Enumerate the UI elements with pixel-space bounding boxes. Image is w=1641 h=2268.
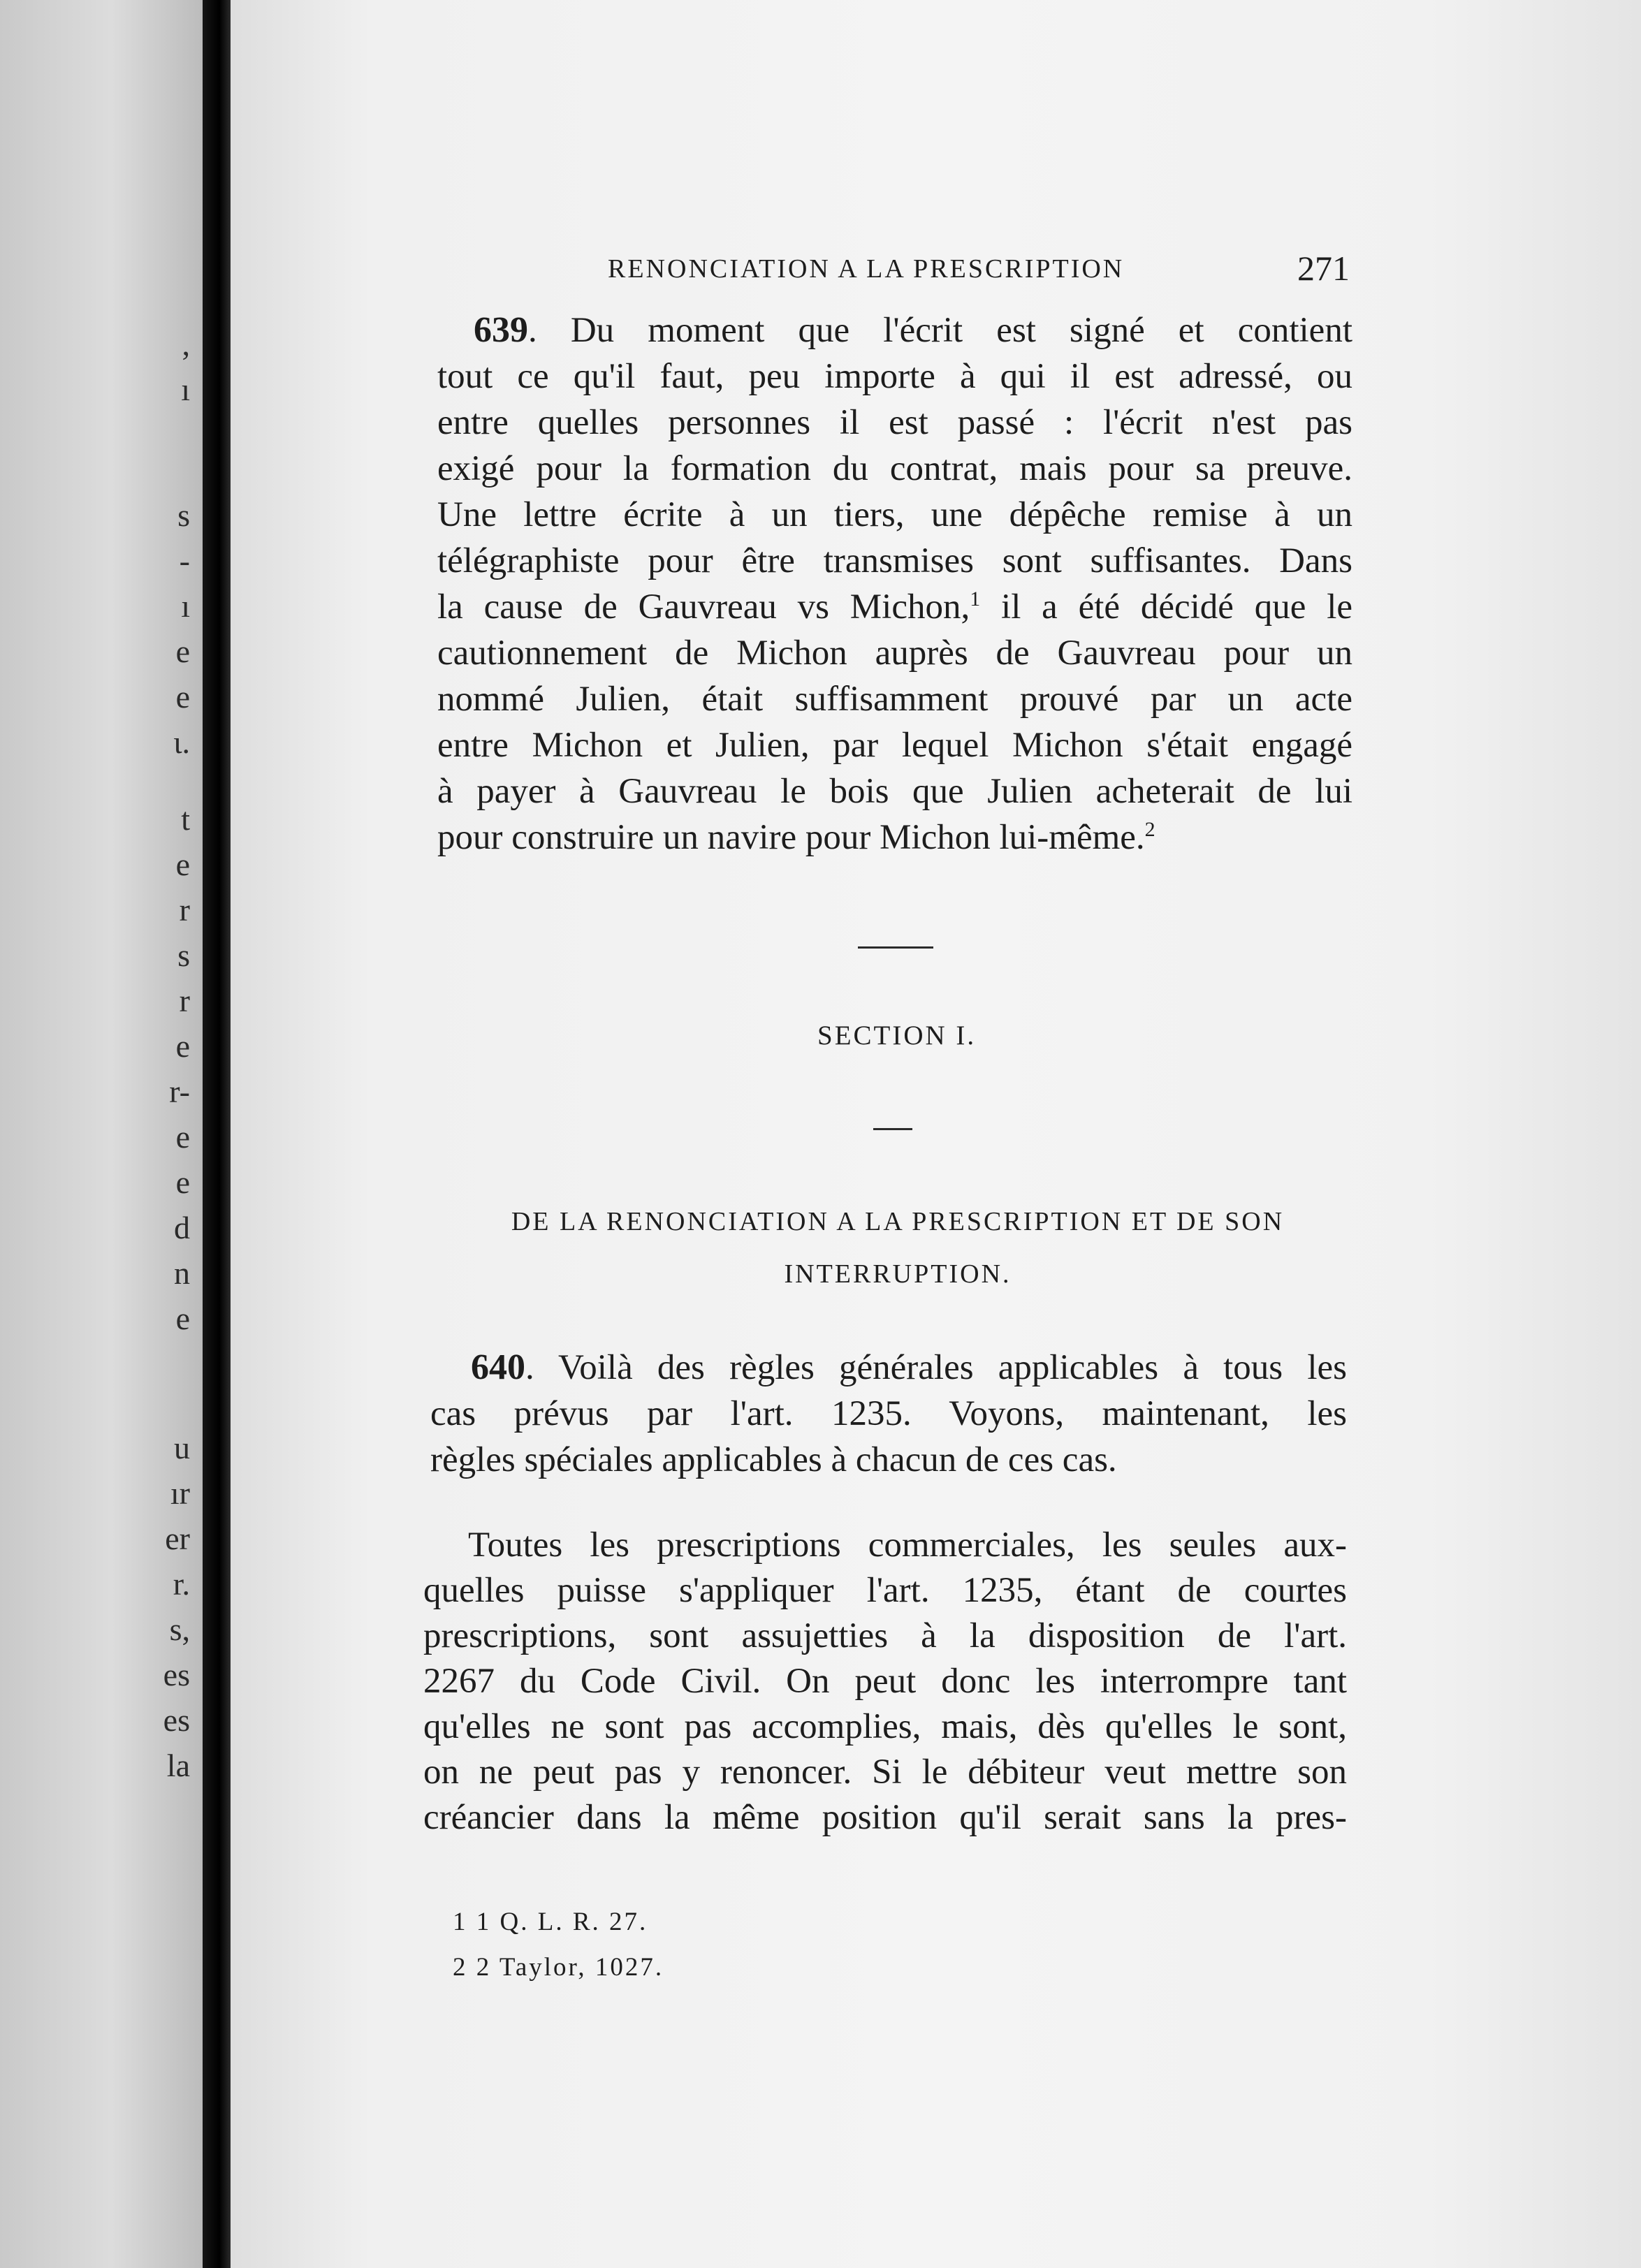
text-run: il a été décidé que le bbox=[980, 587, 1353, 627]
prev-page-fragment: es bbox=[163, 1702, 190, 1738]
footnote-ref: 2 bbox=[1144, 818, 1155, 841]
text-line: on ne peut pas y renoncer. Si le débiteur veut mettre son bbox=[423, 1753, 1347, 1792]
text-run: . Voilà des règles générales applicables à tous les bbox=[525, 1348, 1347, 1387]
prev-page-fragment: s, bbox=[169, 1611, 190, 1647]
footnote-ref: 1 bbox=[970, 587, 981, 610]
book-binding bbox=[203, 0, 231, 2268]
text-line: créancier dans la même position qu'il serait sans la pres- bbox=[423, 1798, 1347, 1837]
prev-page-fragment: e bbox=[175, 679, 190, 715]
prev-page-fragment: e bbox=[175, 1164, 190, 1200]
text-line: entre quelles personnes il est passé : l'écrit n'est pas bbox=[437, 403, 1352, 442]
text-line: qu'elles ne sont pas accomplies, mais, dès qu'elles le sont, bbox=[423, 1707, 1347, 1746]
prev-page-fragment: , bbox=[182, 326, 190, 362]
text-line: exigé pour la formation du contrat, mais pour sa preuve. bbox=[437, 449, 1352, 488]
prev-page-fragment: r bbox=[179, 892, 190, 928]
text-run: la cause de Gauvreau vs Michon, bbox=[437, 587, 970, 627]
text-run: pour construire un navire pour Michon lui-même. bbox=[437, 818, 1145, 857]
paragraph-number: 640 bbox=[471, 1347, 525, 1387]
text-line: prescriptions, sont assujetties à la disposition de l'art. bbox=[423, 1616, 1347, 1655]
text-line: Toutes les prescriptions commerciales, les seules aux- bbox=[468, 1526, 1347, 1565]
prev-page-fragment: ı bbox=[181, 372, 190, 407]
text-line bbox=[437, 584, 1352, 630]
text-line bbox=[437, 814, 1352, 861]
prev-page-fragment: - bbox=[179, 543, 190, 578]
prev-page-fragment: es bbox=[163, 1657, 190, 1692]
text-run: . Du moment que l'écrit est signé et contient bbox=[528, 311, 1352, 350]
prev-page-fragment: t bbox=[181, 801, 190, 837]
paragraph-number: 639 bbox=[474, 310, 528, 350]
text-line: quelles puisse s'appliquer l'art. 1235, étant de courtes bbox=[423, 1571, 1347, 1610]
prev-page-fragment: r. bbox=[173, 1566, 190, 1602]
prev-page-fragment: u bbox=[174, 1430, 190, 1465]
paragraph-toutes bbox=[423, 1523, 1347, 1841]
separator-rule bbox=[858, 946, 933, 949]
text-line: tout ce qu'il faut, peu importe à qui il est adressé, ou bbox=[437, 357, 1352, 396]
text-line: à payer à Gauvreau le bois que Julien acheterait de lui bbox=[437, 772, 1352, 811]
prev-page-fragment: e bbox=[175, 1301, 190, 1336]
prev-page-fragment: e bbox=[175, 634, 190, 669]
page-number: 271 bbox=[1297, 249, 1350, 288]
prev-page-fragment: s bbox=[177, 497, 190, 533]
prev-page-fragment: ır bbox=[170, 1475, 190, 1511]
running-head: RENONCIATION A LA PRESCRIPTION bbox=[608, 254, 1125, 284]
prev-page-fragment: e bbox=[175, 1119, 190, 1155]
prev-page-fragment: d bbox=[174, 1210, 190, 1245]
prev-page-fragment: s bbox=[177, 937, 190, 973]
prev-page-fragment: e bbox=[175, 1028, 190, 1064]
prev-page-fragment: er bbox=[165, 1521, 190, 1556]
prev-page-fragment: la bbox=[166, 1748, 190, 1783]
text-line: 2267 du Code Civil. On peut donc les interrompre tant bbox=[423, 1662, 1347, 1701]
text-line: cas prévus par l'art. 1235. Voyons, maintenant, les bbox=[430, 1394, 1347, 1433]
footnote-2: 2 2 Taylor, 1027. bbox=[453, 1953, 664, 1982]
prev-page-fragment: n bbox=[174, 1255, 190, 1291]
page-header bbox=[377, 241, 1390, 290]
text-line bbox=[437, 307, 1352, 353]
paragraph-640 bbox=[430, 1345, 1347, 1483]
section-subtitle-line: DE LA RENONCIATION A LA PRESCRIPTION ET DE SON bbox=[511, 1207, 1285, 1236]
text-line bbox=[430, 1345, 1347, 1391]
text-line: Une lettre écrite à un tiers, une dépêche remise à un bbox=[437, 495, 1352, 534]
previous-page-edge bbox=[0, 0, 203, 2268]
text-line: télégraphiste pour être transmises sont suffisantes. Dans bbox=[437, 541, 1352, 580]
text-line: règles spéciales applicables à chacun de ces cas. bbox=[430, 1440, 1117, 1479]
prev-page-fragment: r bbox=[179, 983, 190, 1018]
text-line: cautionnement de Michon auprès de Gauvreau pour un bbox=[437, 634, 1352, 673]
text-line: nommé Julien, était suffisamment prouvé par un acte bbox=[437, 680, 1352, 719]
separator-rule bbox=[873, 1128, 912, 1130]
prev-page-fragment: e bbox=[175, 847, 190, 882]
prev-page-fragment: ι. bbox=[173, 724, 190, 760]
footnote-1: 1 1 Q. L. R. 27. bbox=[453, 1908, 648, 1936]
prev-page-fragment: ı bbox=[181, 588, 190, 624]
paragraph-639 bbox=[437, 307, 1352, 861]
section-title: SECTION I. bbox=[817, 1020, 977, 1051]
text-line: entre Michon et Julien, par lequel Michon s'était engagé bbox=[437, 726, 1352, 765]
section-subtitle-line: INTERRUPTION. bbox=[784, 1259, 1012, 1289]
prev-page-fragment: r- bbox=[169, 1074, 190, 1109]
